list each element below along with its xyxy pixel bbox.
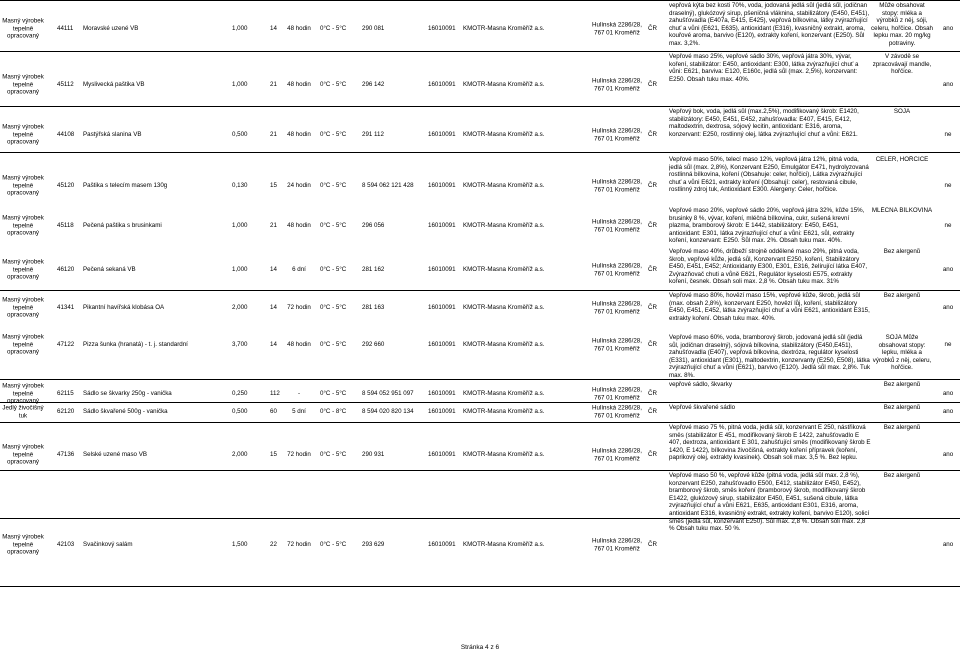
cell-address: Hulínská 2286/28, 767 01 Kroměříž: [592, 386, 642, 401]
cell-cat: Masný výrobek tepelně opracovaný: [2, 214, 44, 237]
cell-hours: 72 hodin: [287, 304, 311, 312]
cell-code: 16010091: [428, 182, 456, 190]
cell-weight: 1,500: [232, 541, 248, 549]
cell-hours: 48 hodin: [287, 25, 311, 33]
cell-hours: -: [297, 390, 301, 398]
cell-flag: ne: [944, 222, 952, 230]
cell-allergen: CELER, HOŘČICE: [875, 156, 929, 163]
cell-cat: Masný výrobek tepelně opracovaný: [2, 174, 44, 197]
cell-code: 16010091: [428, 341, 456, 349]
cell-ean: 8 594 052 951 097: [362, 390, 414, 398]
cell-company: KMOTR-Masna Kroměříž a.s.: [463, 408, 545, 416]
cell-composition: vepřová kýta bez kosti 70%, voda, jodovaná jedlá sůl (jedlá sůl, jodičnan draselný), glukózový sirup, pšeničná vláknina, stabilizátory (E450, E451), zahušťovadla (E407a, E415, E425), vepřová bílkovina, látky zvýrazňující chuť a vůni (E621, E635), antioxidant (E316), kvasničný extrakt, aroma, kouřové aroma, barvivo (E120), extrakty koření, konzervant (E250). Sůl max. 3,2%.: [669, 2, 870, 47]
cell-allergen: Bez alergenů: [883, 424, 921, 431]
row-divider: [0, 152, 960, 153]
cell-company: KMOTR-Masna Kroměříž a.s.: [463, 25, 545, 33]
cell-hours: 48 hodin: [287, 222, 311, 230]
cell-company: KMOTR-Masna Kroměříž a.s.: [463, 451, 545, 459]
cell-hours: 6 dní: [292, 266, 306, 274]
cell-temp: 0°C - 5°C: [320, 182, 347, 190]
cell-allergen: Bez alergenů: [883, 248, 921, 255]
cell-cat: Masný výrobek tepelně opracovaný: [2, 296, 44, 319]
cell-hours: 48 hodin: [287, 81, 311, 89]
cell-cat: Masný výrobek tepelně opracovaný: [2, 17, 44, 40]
cell-id: 45112: [57, 81, 74, 89]
cell-address: Hulínská 2286/28, 767 01 Kroměříž: [592, 537, 642, 552]
cell-flag: ne: [944, 182, 952, 190]
cell-flag: ano: [942, 408, 954, 416]
cell-composition: vepřové sádlo, škvarky: [669, 381, 732, 388]
cell-hours: 72 hodin: [287, 541, 311, 549]
cell-days: 14: [270, 304, 277, 312]
cell-weight: 0,500: [232, 408, 248, 416]
row-divider: [0, 586, 960, 587]
cell-days: 14: [270, 25, 277, 33]
cell-composition: Vepřové maso 75 %, pitná voda, jedlá sůl, konzervant E 250, nástřiková směs (stabilizátor E 451, modifikovaný škrob E 1422, zahušťovadlo E 407, dextroza, antioxidant E 301, zahušťující směs (modifikovaný škrob E 1420, E 1422), bílkovina živočišná, extrakty koření přípravek (koření, paprikový olej, extrakty kvasinek). Obsah soli max. 3,5 %. Bez lepku.: [669, 424, 871, 462]
cell-days: 21: [270, 222, 277, 230]
cell-flag: ne: [944, 131, 952, 139]
cell-weight: 2,000: [232, 304, 248, 312]
cell-cat: Masný výrobek tepelně opracovaný: [2, 333, 44, 356]
cell-company: KMOTR-Masna Kroměříž a.s.: [463, 390, 545, 398]
cell-allergen: Bez alergenů: [883, 292, 921, 299]
cell-temp: 0°C - 5°C: [320, 390, 347, 398]
cell-id: 45120: [57, 182, 75, 190]
cell-country: ČR: [648, 131, 657, 139]
cell-address: Hulínská 2286/28, 767 01 Kroměříž: [592, 21, 642, 36]
cell-composition: Vepřové maso 50%, telecí maso 12%, vepřová játra 12%, pitná voda, jedlá sůl (max. 2,8%), Konzervant E250, Emulgátor E471, hydrolyzovaná rostlinná bílkovina, koření (Obsahuje: celer, hořčici), Látka zvýrazňující chuť a vůni E621, extrakty koření (Obsahují: celer), restovaná cibule, rostlinný zdroj tuk, Antioxidant E300. Alergeny: Celer, hořčice.: [669, 156, 869, 194]
cell-temp: 0°C - 5°C: [320, 304, 347, 312]
cell-hours: 48 hodin: [287, 341, 311, 349]
cell-weight: 2,000: [232, 451, 248, 459]
cell-temp: 0°C - 5°C: [320, 81, 347, 89]
cell-code: 16010091: [428, 266, 456, 274]
row-divider: [0, 0, 960, 1]
cell-name: Pastýřská slanina VB: [83, 131, 142, 139]
row-divider: [0, 422, 960, 423]
cell-country: ČR: [648, 266, 657, 274]
cell-country: ČR: [648, 304, 657, 312]
cell-code: 16010091: [428, 541, 456, 549]
cell-temp: 0°C - 5°C: [320, 541, 347, 549]
cell-allergen: MLÉČNÁ BÍLKOVINA: [871, 207, 933, 214]
cell-weight: 0,500: [232, 131, 248, 139]
cell-hours: 5 dní: [292, 408, 306, 416]
cell-country: ČR: [648, 222, 657, 230]
cell-name: Moravské uzené VB: [83, 25, 139, 33]
cell-days: 14: [270, 266, 277, 274]
cell-name: Pizza šunka (hranatá) - t. j. standardní: [83, 341, 188, 349]
cell-name: Selské uzené maso VB: [83, 451, 147, 459]
row-divider: [0, 402, 960, 403]
cell-temp: 0°C - 5°C: [320, 222, 347, 230]
cell-composition: Vepřové maso 40%, drůbeží strojně oddělené maso 29%, pitná voda, škrob, vepřové kůže, jedlá sůl, Konzervant E250, koření, Stabilizátory E450, E451, E452; Antioxidanty E300, E301, E316, želírující látka E407, Zvýrazňovač chuti a vůně E621, Regulátor kyselosti E575, extrakty koření, česnek. Obsah soli max. 2,8 %. Obsah tuku max. 31%: [669, 248, 868, 286]
cell-flag: ano: [942, 81, 954, 89]
cell-country: ČR: [648, 81, 657, 89]
cell-ean: 296 142: [362, 81, 385, 89]
cell-code: 16010091: [428, 25, 456, 33]
cell-allergen: SÓJA: [893, 108, 911, 115]
cell-days: 112: [270, 390, 280, 398]
cell-name: Myslivecká paštika VB: [83, 81, 145, 89]
cell-flag: ano: [942, 266, 954, 274]
cell-cat: Masný výrobek tepelně opracovaný: [2, 443, 44, 466]
cell-address: Hulínská 2286/28, 767 01 Kroměříž: [592, 404, 642, 419]
cell-name: Sádlo škvařené 500g - vanička: [83, 408, 168, 416]
cell-temp: 0°C - 8°C: [320, 408, 347, 416]
cell-company: KMOTR-Masna Kroměříž a.s.: [463, 81, 545, 89]
row-divider: [0, 51, 960, 52]
cell-weight: 1,000: [232, 266, 248, 274]
cell-cat: Masný výrobek tepelně opracovaný: [2, 382, 44, 405]
cell-name: Paštika s telecím masem 130g: [83, 182, 168, 190]
cell-address: Hulínská 2286/28, 767 01 Kroměříž: [592, 337, 642, 352]
cell-ean: 281 162: [362, 266, 385, 274]
cell-id: 44111: [57, 25, 74, 33]
cell-address: Hulínská 2286/28, 767 01 Kroměříž: [592, 77, 642, 92]
cell-composition: Vepřové maso 50 %, vepřové kůže (pitná voda, jedlá sůl max. 2,8 %), konzervant E250, zahušťovadlo E500, E412, stabilizátor E450, E452), bramborový škrob, směs koření (bramborový škrob, modifikovaný škrob E1422, glukózový sirup, stabilizátor E450, E451, sušená cibule, látka zvýrazňující chuť a vůni E621, E635, antioxidant E301, E316, aroma, antioxidant E316, kvasničný extrakt, extrakty koření, barvivo E120), solicí směs (jedlá sůl, konzervant E250). Sůl max. 2,8 %. Obsah soli max. 2,8 % Obsah tuku max. 50 %.: [669, 472, 870, 533]
cell-flag: ano: [942, 390, 954, 398]
cell-flag: ano: [942, 451, 954, 459]
cell-name: Svačinkový salám: [83, 541, 133, 549]
cell-id: 62115: [57, 390, 74, 398]
cell-allergen: Bez alergenů: [883, 381, 921, 388]
cell-address: Hulínská 2286/28, 767 01 Kroměříž: [592, 127, 642, 142]
cell-country: ČR: [648, 390, 657, 398]
cell-ean: 290 081: [362, 25, 385, 33]
cell-cat: Jedlý živočišný tuk: [2, 404, 44, 419]
cell-company: KMOTR-Masna Kroměříž a.s.: [463, 182, 545, 190]
cell-code: 16010091: [428, 131, 456, 139]
cell-id: 41341: [57, 304, 75, 312]
cell-allergen: SÓJA Může obsahovat stopy: lepku, mléka a výrobků z něj, celeru, hořčice.: [872, 334, 932, 372]
cell-weight: 1,000: [232, 222, 248, 230]
cell-cat: Masný výrobek tepelně opracovaný: [2, 258, 44, 281]
row-divider: [0, 290, 960, 291]
cell-weight: 0,130: [232, 182, 248, 190]
cell-code: 16010091: [428, 451, 456, 459]
cell-id: 46120: [57, 266, 75, 274]
cell-days: 60: [270, 408, 277, 416]
cell-id: 62120: [57, 408, 75, 416]
row-divider: [0, 470, 960, 471]
cell-flag: ano: [942, 541, 954, 549]
cell-country: ČR: [648, 408, 657, 416]
cell-composition: Vepřové maso 20%, vepřové sádlo 20%, vepřová játra 32%, kůže 15%, brusinky 8 %, vývar, koření, mléčná bílkovina, cukr, sušená krevní plazma, bramborový škrob: E 1442, stabilizátory: E450, E451, antioxidant: E301, látka zvýrazňující chuť a vůni: E621, sůl, extrakty koření, konzervant: E250. Sůl max. 2%. Obsah tuku max. 40%.: [669, 207, 865, 245]
cell-temp: 0°C - 5°C: [320, 451, 347, 459]
cell-composition: Vepřové škvařené sádlo: [669, 404, 736, 411]
cell-id: 45118: [57, 222, 74, 230]
cell-allergen: V závodě se zpracovávají mandle, hořčice.: [872, 53, 932, 76]
cell-flag: ne: [944, 341, 952, 349]
cell-address: Hulínská 2286/28, 767 01 Kroměříž: [592, 178, 642, 193]
cell-temp: 0°C - 5°C: [320, 266, 347, 274]
cell-flag: ano: [942, 25, 954, 33]
cell-cat: Masný výrobek tepelně opracovaný: [2, 73, 44, 96]
cell-code: 16010091: [428, 81, 456, 89]
cell-composition: Vepřové maso 80%, hovězí maso 15%, vepřové kůže, škrob, jedlá sůl (max. obsah 2,8%), konzervant E250, hovězí lůj, koření, stabilizátory E450, E451, E452, látka zvýrazňující chuť a vůni E621, antioxidant E315, extrakty koření. Obsah tuku max. 40%.: [669, 292, 870, 322]
cell-company: KMOTR-Masna Kroměříž a.s.: [463, 304, 545, 312]
cell-address: Hulínská 2286/28, 767 01 Kroměříž: [592, 447, 642, 462]
cell-days: 22: [270, 541, 277, 549]
cell-company: KMOTR-Masna Kroměříž a.s.: [463, 266, 545, 274]
cell-cat: Masný výrobek tepelně opracovaný: [2, 123, 44, 146]
cell-days: 21: [270, 81, 277, 89]
cell-ean: 292 660: [362, 341, 385, 349]
cell-cat: Masný výrobek tepelně opracovaný: [2, 533, 44, 556]
cell-ean: 293 629: [362, 541, 385, 549]
cell-days: 15: [270, 451, 277, 459]
cell-id: 42103: [57, 541, 75, 549]
cell-ean: 8 594 020 820 134: [362, 408, 414, 416]
cell-code: 16010091: [428, 408, 456, 416]
cell-allergen: Bez alergenů: [883, 404, 921, 411]
cell-country: ČR: [648, 25, 657, 33]
cell-address: Hulínská 2286/28, 767 01 Kroměříž: [592, 218, 642, 233]
cell-composition: Vepřový bok, voda, jedlá sůl (max.2,5%), modifikovaný škrob: E1420, stabilizátory: E450, E451, E452, zahušťovadla: E407, E415, E412, maltodextrin, dextrosa, sójový lecitin, antioxidant: E316, aroma, konzervant: E250, rostlinný olej, látka zvýrazňující chuť a vůni: E621.: [669, 108, 859, 138]
cell-weight: 1,000: [232, 81, 248, 89]
cell-code: 16010091: [428, 390, 456, 398]
cell-days: 15: [270, 182, 277, 190]
cell-country: ČR: [648, 341, 657, 349]
cell-id: 47122: [57, 341, 75, 349]
cell-ean: 291 112: [362, 131, 384, 139]
cell-temp: 0°C - 5°C: [320, 131, 347, 139]
cell-country: ČR: [648, 451, 657, 459]
cell-composition: Vepřové maso 60%, voda, bramborový škrob, jodovaná jedlá sůl (jedlá sůl, jodičnan draselný), sójová bílkovina, stabilizátory (E450,E451), zahušťovadla (E407), vepřová bílkovina, dextróza, regulátor kyselosti (E331), antioxidant (E301), maltodextrin, konzervanty (E250, E508), látka zvýrazňující chuť a vůni (E621), barvivo (E120). Jedlá sůl max. 2,8%. Tuk max. 8%.: [669, 334, 871, 379]
cell-weight: 3,700: [232, 341, 248, 349]
cell-name: Pečená sekaná VB: [83, 266, 136, 274]
cell-country: ČR: [648, 541, 657, 549]
cell-company: KMOTR-Masna Kroměříž a.s.: [463, 222, 545, 230]
cell-address: Hulínská 2286/28, 767 01 Kroměříž: [592, 262, 642, 277]
cell-id: 44108: [57, 131, 75, 139]
cell-flag: ano: [942, 304, 954, 312]
cell-name: Pikantní havířská klobása OA: [83, 304, 165, 312]
cell-temp: 0°C - 5°C: [320, 25, 347, 33]
cell-company: KMOTR-Masna Kroměříž a.s.: [463, 341, 545, 349]
cell-weight: 1,000: [232, 25, 248, 33]
cell-company: KMOTR-Masna Kroměříž a.s.: [463, 541, 545, 549]
cell-name: Pečená paštika s brusinkami: [83, 222, 162, 230]
cell-id: 47136: [57, 451, 75, 459]
cell-code: 16010091: [428, 304, 456, 312]
cell-ean: 8 594 062 121 428: [362, 182, 414, 190]
cell-company: KMOTR-Masna Kroměříž a.s.: [463, 131, 545, 139]
cell-days: 14: [270, 341, 277, 349]
page-footer: Stránka 4 z 6: [460, 644, 500, 651]
cell-hours: 24 hodin: [287, 182, 311, 190]
cell-ean: 290 931: [362, 451, 385, 459]
cell-hours: 72 hodin: [287, 451, 311, 459]
cell-allergen: Může obsahovat stopy: mléka a výrobků z něj, sóji, celeru, hořčice. Obsah lepku max. 20 mg/kg potraviny.: [871, 2, 933, 47]
cell-composition: Vepřové maso 25%, vepřové sádlo 30%, vepřová játra 30%, vývar, koření, stabilizátor: E450, antioxidant: E300, látka zvýrazňující chuť a vůni: E621, barviva: E120, E160c, jedlá sůl (max. 2,5%), konzervant: E250. Obsah tuku max. 40%.: [669, 53, 859, 83]
cell-name: Sádlo se škvarky 250g - vanička: [83, 390, 172, 398]
row-divider: [0, 106, 960, 107]
cell-code: 16010091: [428, 222, 456, 230]
cell-hours: 48 hodin: [287, 131, 311, 139]
cell-address: Hulínská 2286/28, 767 01 Kroměříž: [592, 300, 642, 315]
cell-ean: 281 163: [362, 304, 385, 312]
cell-country: ČR: [648, 182, 657, 190]
cell-days: 21: [270, 131, 277, 139]
cell-temp: 0°C - 5°C: [320, 341, 347, 349]
cell-allergen: Bez alergenů: [883, 472, 921, 479]
cell-weight: 0,250: [232, 390, 248, 398]
cell-ean: 296 056: [362, 222, 385, 230]
